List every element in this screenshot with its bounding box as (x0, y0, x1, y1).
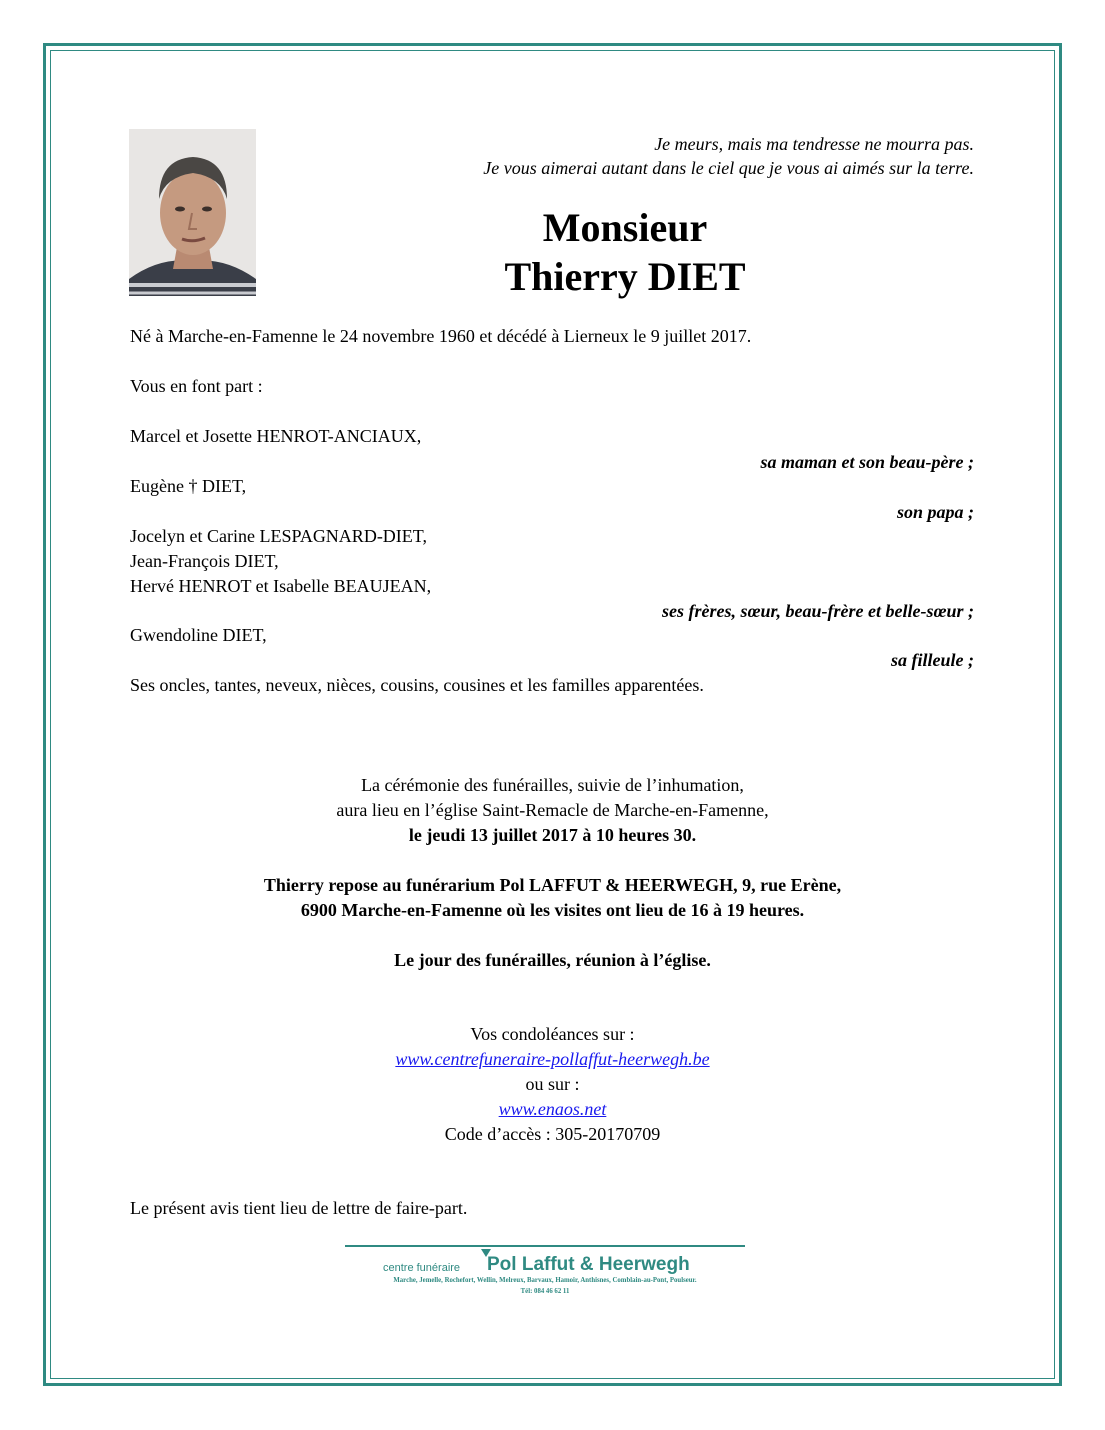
quote-line-1: Je meurs, mais ma tendresse ne mourra pas. (654, 134, 974, 154)
ceremony-line-1: La cérémonie des funérailles, suivie de l’inhumation, (361, 775, 744, 795)
epitaph-quote (483, 132, 974, 180)
logo-prefix: centre funéraire (383, 1262, 461, 1274)
ceremony-date: le jeudi 13 juillet 2017 à 10 heures 30. (408, 825, 697, 845)
closing-line: Le présent avis tient lieu de lettre de faire-part. (130, 1198, 468, 1218)
condolences-link-2-row (130, 1097, 975, 1121)
family-others: Ses oncles, tantes, neveux, nièces, cousins, cousines et les familles apparentées. (130, 675, 704, 695)
access-code: Code d’accès : 305-20170709 (444, 1124, 661, 1144)
family-father: Eugène † DIET, (130, 476, 247, 496)
family-sibling-1: Jocelyn et Carine LESPAGNARD-DIET, (130, 526, 427, 546)
portrait-photo (129, 129, 256, 296)
funeral-home-logo (345, 1242, 745, 1302)
intro-line: Vous en font part : (130, 376, 263, 396)
logo-places: Marche, Jemelle, Rochefort, Wellin, Melreux, Barvaux, Hamoir, Anthisnes, Comblain-au-Pont, Poulseur. (393, 1277, 697, 1284)
logo-phone: Tél: 084 46 62 11 (520, 1288, 570, 1295)
relation-mother: sa maman et son beau-père ; (760, 452, 974, 472)
condolences-link-1[interactable]: www.centrefuneraire-pollaffut-heerwegh.be (395, 1049, 710, 1069)
condolences-or: ou sur : (525, 1074, 580, 1094)
family-sibling-2: Jean-François DIET, (130, 551, 279, 571)
condolences-link-2[interactable]: www.enaos.net (498, 1099, 607, 1119)
title-honorific: Monsieur (542, 205, 708, 250)
ceremony-line-2: aura lieu en l’église Saint-Remacle de Marche-en-Famenne, (336, 800, 769, 820)
logo-rule (345, 1245, 745, 1247)
quote-line-2: Je vous aimerai autant dans le ciel que je vous ai aimés sur la terre. (483, 158, 974, 178)
relation-father: son papa ; (896, 502, 974, 522)
family-mother: Marcel et Josette HENROT-ANCIAUX, (130, 426, 422, 446)
birth-death-line: Né à Marche-en-Famenne le 24 novembre 1960 et décédé à Lierneux le 9 juillet 2017. (130, 326, 752, 346)
visit-line-1: Thierry repose au funérarium Pol LAFFUT & HEERWEGH, 9, rue Erène, (263, 875, 842, 895)
relation-siblings: ses frères, sœur, beau-frère et belle-sœur ; (662, 601, 974, 621)
condolences-link-1-row (130, 1047, 975, 1071)
visit-line-2: 6900 Marche-en-Famenne où les visites ont lieu de 16 à 19 heures. (300, 900, 805, 920)
relation-goddaughter: sa filleule ; (891, 650, 974, 670)
meeting-line: Le jour des funérailles, réunion à l’église. (394, 950, 711, 970)
logo-name: Pol Laffut & Heerwegh (487, 1254, 690, 1275)
family-sibling-3: Hervé HENROT et Isabelle BEAUJEAN, (130, 576, 432, 596)
condolences-label: Vos condoléances sur : (470, 1024, 635, 1044)
family-goddaughter: Gwendoline DIET, (130, 625, 267, 645)
title-name: Thierry DIET (504, 254, 746, 299)
